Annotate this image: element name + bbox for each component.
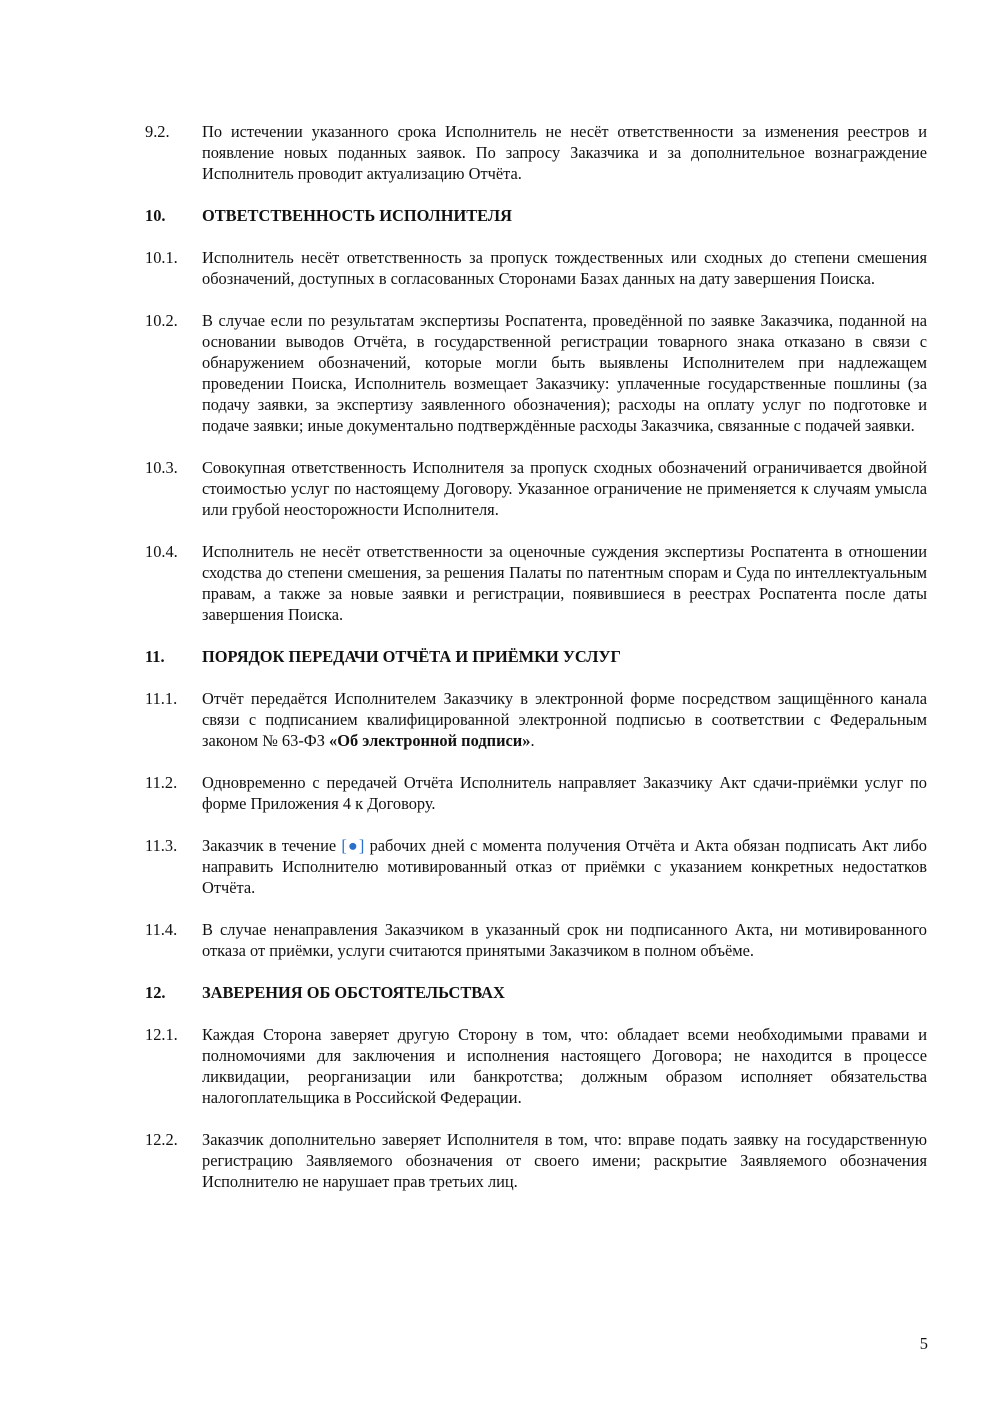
section-number: 10. [145, 206, 166, 225]
clause-9-2 [145, 121, 927, 184]
section-number: 11. [145, 647, 165, 666]
clause-text: В случае если по результатам экспертизы Роспатента, проведённой по заявке Заказчика, поданной на основании выводов Отчёта, в государственной регистрации товарного знака отказано в связи с обнаружением обозначений, которые могли быть выявлены Исполнителем при надлежащем проведении Поиска, Исполнитель возмещает Заказчику: уплаченные государственные пошлины (за подачу заявки, за экспертизу заявленного обозначения); расходы на оплату услуг по подготовке и подаче заявки; иные документально подтверждённые расходы Заказчика, связанные с подачей заявки. [202, 311, 927, 435]
clause-text: Одновременно с передачей Отчёта Исполнитель направляет Заказчику Акт сдачи-приёмки услуг по форме Приложения 4 к Договору. [202, 773, 927, 813]
clause-number: 9.2. [145, 122, 170, 141]
section-heading-11 [145, 646, 927, 667]
clause-text [202, 688, 927, 751]
clause-text: Каждая Сторона заверяет другую Сторону в том, что: обладает всеми необходимыми правами и полномочиями для заключения и исполнения настоящего Договора; не находится в процессе ликвидации, реорганизации или банкротства; должным образом исполняет обязательства налогоплательщика в Российской Федерации. [202, 1025, 927, 1107]
clause-12-2 [145, 1129, 927, 1192]
clause-text-part: Отчёт передаётся Исполнителем Заказчику в электронной форме посредством защищённого канала связи с подписанием квалифицированной электронной подписью в соответствии с Федеральным законом № 63-ФЗ [202, 689, 927, 750]
section-heading-12 [145, 982, 927, 1003]
section-number: 12. [145, 983, 166, 1002]
clause-11-1 [145, 688, 927, 751]
clause-text: Совокупная ответственность Исполнителя за пропуск сходных обозначений ограничивается двойной стоимостью услуг по настоящему Договору. Указанное ограничение не применяется к случаям умысла или грубой неосторожности Исполнителя. [202, 458, 927, 519]
page-content [145, 121, 927, 1213]
clause-11-3 [145, 835, 927, 898]
clause-text: Исполнитель не несёт ответственности за оценочные суждения экспертизы Роспатента в отношении сходства до степени смешения, за решения Палаты по патентным спорам и Суда по интеллектуальным правам, а также за новые заявки и регистрации, появившиеся в реестрах Роспатента после даты завершения Поиска. [202, 542, 927, 624]
clause-number: 11.1. [145, 689, 178, 708]
clause-11-2 [145, 772, 927, 814]
clause-text: По истечении указанного срока Исполнитель не несёт ответственности за изменения реестров и появление новых поданных заявок. По запросу Заказчика и за дополнительное вознаграждение Исполнитель проводит актуализацию Отчёта. [202, 122, 927, 183]
law-title: «Об электронной подписи» [329, 731, 531, 750]
clause-number: 10.4. [145, 542, 178, 561]
section-title: ОТВЕТСТВЕННОСТЬ ИСПОЛНИТЕЛЯ [202, 206, 512, 225]
clause-12-1 [145, 1024, 927, 1108]
days-placeholder: [●] [341, 836, 365, 855]
clause-number: 11.2. [145, 773, 178, 792]
clause-number: 12.1. [145, 1025, 178, 1044]
clause-text-part: . [530, 731, 535, 750]
page-number: 5 [919, 1334, 928, 1353]
clause-number: 10.1. [145, 248, 178, 267]
section-title: ЗАВЕРЕНИЯ ОБ ОБСТОЯТЕЛЬСТВАХ [202, 983, 505, 1002]
clause-11-4 [145, 919, 927, 961]
section-heading-10 [145, 205, 927, 226]
clause-text [202, 835, 927, 898]
clause-number: 10.2. [145, 311, 178, 330]
clause-text: В случае ненаправления Заказчиком в указанный срок ни подписанного Акта, ни мотивированного отказа от приёмки, услуги считаются принятыми Заказчиком в полном объёме. [202, 920, 927, 960]
clause-10-3 [145, 457, 927, 520]
clause-text: Заказчик дополнительно заверяет Исполнителя в том, что: вправе подать заявку на государственную регистрацию Заявляемого обозначения от своего имени; раскрытие Заявляемого обозначения Исполнителю не нарушает прав третьих лиц. [202, 1130, 927, 1191]
clause-10-4 [145, 541, 927, 625]
clause-text: Исполнитель несёт ответственность за пропуск тождественных или сходных до степени смешения обозначений, доступных в согласованных Сторонами Базах данных на дату завершения Поиска. [202, 248, 927, 288]
section-title: ПОРЯДОК ПЕРЕДАЧИ ОТЧЁТА И ПРИЁМКИ УСЛУГ [202, 647, 621, 666]
clause-number: 10.3. [145, 458, 178, 477]
clause-number: 11.4. [145, 920, 178, 939]
clause-10-2 [145, 310, 927, 436]
clause-text-part: рабочих дней с момента получения Отчёта и Акта обязан подписать Акт либо направить Исполнителю мотивированный отказ от приёмки с указанием конкретных недостатков Отчёта. [202, 836, 928, 897]
clause-10-1 [145, 247, 927, 289]
clause-number: 12.2. [145, 1130, 178, 1149]
clause-number: 11.3. [145, 836, 178, 855]
clause-text-part: Заказчик в течение [202, 836, 342, 855]
